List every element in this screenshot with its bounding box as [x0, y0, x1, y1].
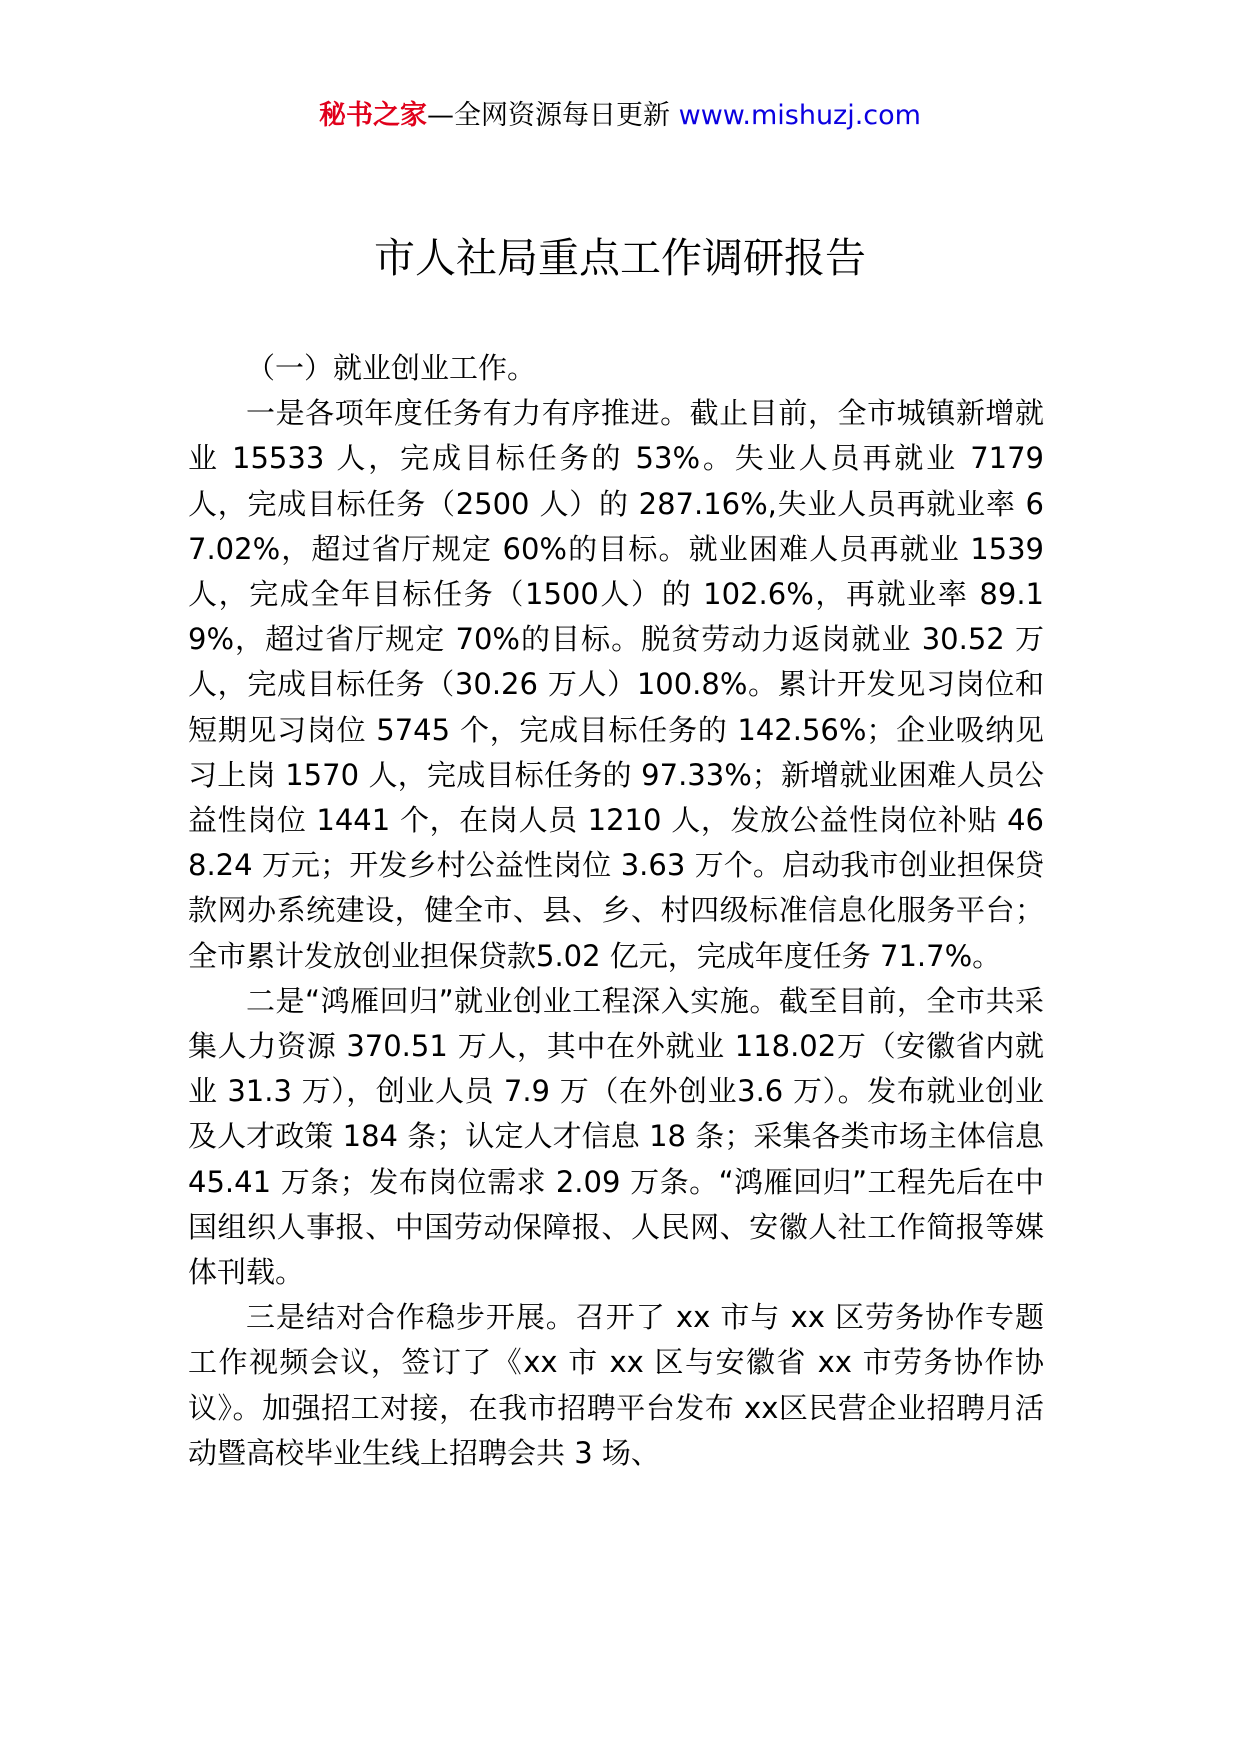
- brand-name: 秘书之家: [319, 100, 428, 131]
- paragraph-2: 二是“鸿雁回归”就业创业工程深入实施。截至目前，全市共采集人力资源 370.51 万人，其中在外就业 118.02万（安徽省内就业 31.3 万），创业人员 7.9 万（在外创业3.6 万）。发布就业创业及人才政策 184 条；认定人才信息 18 条；采集各类市场主体信息 45.41 万条；发布岗位需求 2.09 万条。“鸿雁回归”工程先后在中国组织人事报、中国劳动保障报、人民网、安徽人社工作简报等媒体刊载。: [188, 983, 1044, 1290]
- document-title: 市人社局重点工作调研报告: [374, 234, 866, 282]
- document-body: [188, 346, 1044, 1476]
- section-heading: （一）就业创业工作。: [246, 351, 537, 385]
- site-header: [0, 96, 1240, 136]
- paragraph-1: 一是各项年度任务有力有序推进。截止目前，全市城镇新增就业 15533 人，完成目标任务的 53%。失业人员再就业 7179 人，完成目标任务（2500 人）的 287.16%,失业人员再就业率 67.02%，超过省厅规定 60%的目标。就业困难人员再就业 1539 人，完成全年目标任务（1500人）的 102.6%，再就业率 89.19%，超过省厅规定 70%的目标。脱贫劳动力返岗就业 30.52 万人，完成目标任务（30.26 万人）100.8%。累计开发见习岗位和短期见习岗位 5745 个，完成目标任务的 142.56%；企业吸纳见习上岗 1570 人，完成目标任务的 97.33%；新增就业困难人员公益性岗位 1441 个，在岗人员 1210 人，发放公益性岗位补贴 468.24 万元；开发乡村公益性岗位 3.63 万个。启动我市创业担保贷款网办系统建设，健全市、县、乡、村四级标准信息化服务平台；全市累计发放创业担保贷款5.02 亿元，完成年度任务 71.7%。: [188, 396, 1044, 973]
- paragraph-3: 三是结对合作稳步开展。召开了 xx 市与 xx 区劳务协作专题工作视频会议，签订了《xx 市 xx 区与安徽省 xx 市劳务协作协议》。加强招工对接，在我市招聘平台发布 xx区民营企业招聘月活动暨高校毕业生线上招聘会共 3 场、: [188, 1300, 1044, 1470]
- header-tagline: —全网资源每日更新: [427, 100, 671, 131]
- site-url-link[interactable]: www.mishuzj.com: [678, 100, 921, 131]
